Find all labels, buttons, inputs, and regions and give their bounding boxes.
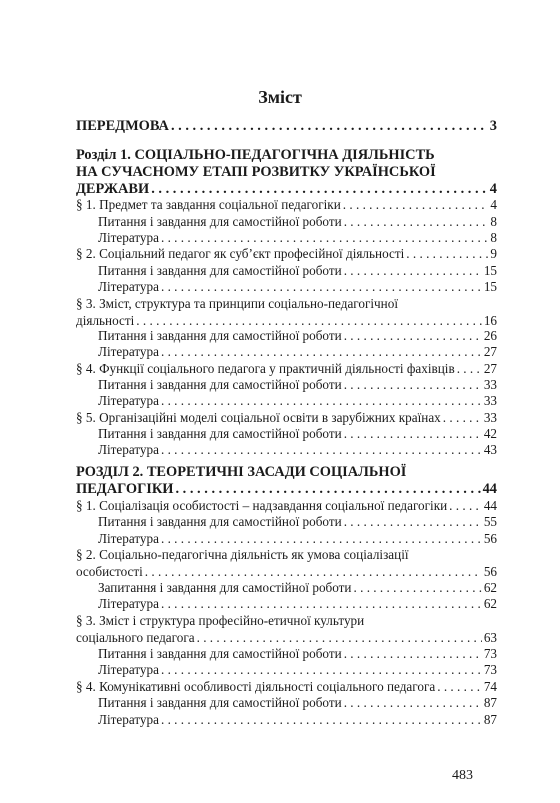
toc-entry [76, 678, 497, 695]
toc-entry-text: Література [98, 662, 159, 677]
dot-leader [344, 425, 482, 442]
toc-page-number: 43 [483, 442, 497, 457]
toc-subentry [98, 213, 497, 230]
dot-leader [161, 229, 488, 246]
table-of-contents [76, 0, 497, 803]
toc-entry-text: Література [98, 344, 159, 359]
dot-leader [354, 579, 482, 596]
toc-entry [76, 464, 497, 498]
toc-entry [76, 196, 497, 213]
toc-entry [76, 546, 497, 580]
toc-page-number: 63 [483, 630, 497, 645]
toc-entry-text: Питання і завдання для самостійної роботи [98, 263, 342, 278]
dot-leader [343, 196, 489, 213]
toc-page-number: 55 [483, 514, 497, 529]
toc-subentry [98, 645, 497, 662]
dot-leader [344, 645, 482, 662]
toc-subentry [98, 343, 497, 360]
toc-subentry [98, 595, 497, 612]
toc-page-number: 27 [483, 361, 497, 376]
dot-leader [344, 327, 482, 344]
toc-entry-text: Питання і завдання для самостійної роботи [98, 377, 342, 392]
toc-entry-text: Запитання і завдання для самостійної роботи [98, 580, 352, 595]
dot-leader [161, 595, 482, 612]
dot-leader [161, 711, 482, 728]
toc-entry-line: Розділ 1. СОЦІАЛЬНО-ПЕДАГОГІЧНА ДІЯЛЬНІСТЬ [76, 147, 435, 163]
toc-subentry [98, 376, 497, 393]
toc-entry-text: діяльності [76, 313, 135, 328]
dot-leader [161, 530, 482, 547]
page-number: 483 [452, 768, 473, 783]
dot-leader [145, 563, 482, 580]
toc-entry-text: Література [98, 596, 159, 611]
toc-entry-text: Література [98, 393, 159, 408]
toc-entry-text: Література [98, 279, 159, 294]
toc-entry-text: ПЕРЕДМОВА [76, 118, 169, 134]
toc-entry-text: Література [98, 442, 159, 457]
dot-leader [457, 360, 482, 377]
toc-page-number: 62 [483, 580, 497, 595]
toc-page-number: 15 [483, 279, 497, 294]
toc-page-number: 4 [490, 197, 497, 212]
toc-subentry [98, 392, 497, 409]
toc-page-number: 33 [483, 410, 497, 425]
toc-page-number: 62 [483, 596, 497, 611]
dot-leader [344, 513, 482, 530]
toc-entry-line: § 2. Соціально-педагогічна діяльність як умова соціалізації [76, 547, 409, 562]
toc-title: Зміст [258, 87, 302, 107]
dot-leader [175, 481, 480, 498]
dot-leader [161, 392, 482, 409]
dot-leader [197, 629, 482, 646]
dot-leader [406, 245, 488, 262]
dot-leader [443, 409, 482, 426]
toc-entry-line: § 3. Зміст, структура та принципи соціально-педагогічної [76, 296, 398, 311]
toc-entry [76, 295, 497, 329]
toc-entry-text: ДЕРЖАВИ [76, 181, 150, 197]
toc-entry-text: особистості [76, 564, 143, 579]
toc-entry-text: Питання і завдання для самостійної роботи [98, 514, 342, 529]
toc-subentry [98, 661, 497, 678]
dot-leader [344, 213, 489, 230]
dot-leader [161, 661, 482, 678]
toc-page-number: 74 [483, 679, 497, 694]
toc-page-number: 3 [489, 118, 497, 134]
toc-entry-text: § 1. Соціалізація особистості – надзавдання соціальної педагогіки [76, 498, 448, 513]
toc-entry [76, 245, 497, 262]
toc-entry-text: Література [98, 712, 159, 727]
toc-subentry [98, 513, 497, 530]
toc-page-number: 56 [483, 531, 497, 546]
toc-subentry [98, 441, 497, 458]
toc-entry-line: РОЗДІЛ 2. ТЕОРЕТИЧНІ ЗАСАДИ СОЦІАЛЬНОЇ [76, 464, 407, 480]
toc-page-number: 73 [483, 646, 497, 661]
toc-subentry [98, 262, 497, 279]
toc-page-number: 33 [483, 377, 497, 392]
dot-leader [161, 278, 482, 295]
toc-subentry [98, 425, 497, 442]
dot-leader [344, 262, 482, 279]
toc-entry [76, 612, 497, 646]
toc-entry-text: ПЕДАГОГІКИ [76, 481, 174, 497]
toc-page-number: 87 [483, 712, 497, 727]
toc-entry [76, 497, 497, 514]
toc-page-number: 15 [483, 263, 497, 278]
toc-entry-text: Питання і завдання для самостійної роботи [98, 328, 342, 343]
toc-page-number: 8 [490, 230, 497, 245]
toc-page-number: 33 [483, 393, 497, 408]
toc-subentry [98, 711, 497, 728]
toc-entry [76, 360, 497, 377]
toc-entry-line: § 3. Зміст і структура професійно-етичної культури [76, 613, 365, 628]
toc-subentry [98, 694, 497, 711]
toc-entry-text: § 2. Соціальний педагог як суб’єкт професійної діяльності [76, 246, 405, 261]
toc-page-number: 87 [483, 695, 497, 710]
dot-leader [344, 376, 482, 393]
toc-subentry [98, 530, 497, 547]
dot-leader [437, 678, 482, 695]
toc-page-number: 8 [490, 214, 497, 229]
toc-entry-text: § 4. Комунікативні особливості діяльності соціального педагога [76, 679, 436, 694]
toc-entry-text: § 5. Організаційні моделі соціальної освіти в зарубіжних країнах [76, 410, 441, 425]
toc-page-number: 27 [483, 344, 497, 359]
toc-entry [76, 409, 497, 426]
toc-subentry [98, 229, 497, 246]
toc-entry-text: Питання і завдання для самостійної роботи [98, 695, 342, 710]
dot-leader [171, 118, 488, 135]
toc-subentry [98, 278, 497, 295]
toc-page-number: 26 [483, 328, 497, 343]
toc-entry-text: Література [98, 230, 159, 245]
toc-entry-text: Питання і завдання для самостійної роботи [98, 214, 342, 229]
toc-subentry [98, 327, 497, 344]
toc-entry-text: соціального педагога [76, 630, 195, 645]
toc-entry [76, 147, 497, 198]
toc-page-number: 42 [483, 426, 497, 441]
toc-entry-text: Література [98, 531, 159, 546]
toc-page-number: 44 [483, 498, 497, 513]
toc-page-number: 73 [483, 662, 497, 677]
toc-entry-line: НА СУЧАСНОМУ ЕТАПІ РОЗВИТКУ УКРАЇНСЬКОЇ [76, 164, 436, 180]
toc-entry [76, 118, 497, 135]
toc-entry-text: § 4. Функції соціального педагога у практичній діяльності фахівців [76, 361, 455, 376]
dot-leader [344, 694, 482, 711]
dot-leader [161, 343, 482, 360]
toc-page-number: 4 [489, 181, 497, 197]
toc-page-number: 44 [482, 481, 497, 497]
toc-entry-text: § 1. Предмет та завдання соціальної педагогіки [76, 197, 341, 212]
toc-entry-text: Питання і завдання для самостійної роботи [98, 426, 342, 441]
toc-entry-text: Питання і завдання для самостійної роботи [98, 646, 342, 661]
toc-page-number: 16 [483, 313, 497, 328]
toc-subentry [98, 579, 497, 596]
toc-page-number: 56 [483, 564, 497, 579]
dot-leader [449, 497, 482, 514]
toc-page-number: 9 [490, 246, 497, 261]
dot-leader [161, 441, 482, 458]
